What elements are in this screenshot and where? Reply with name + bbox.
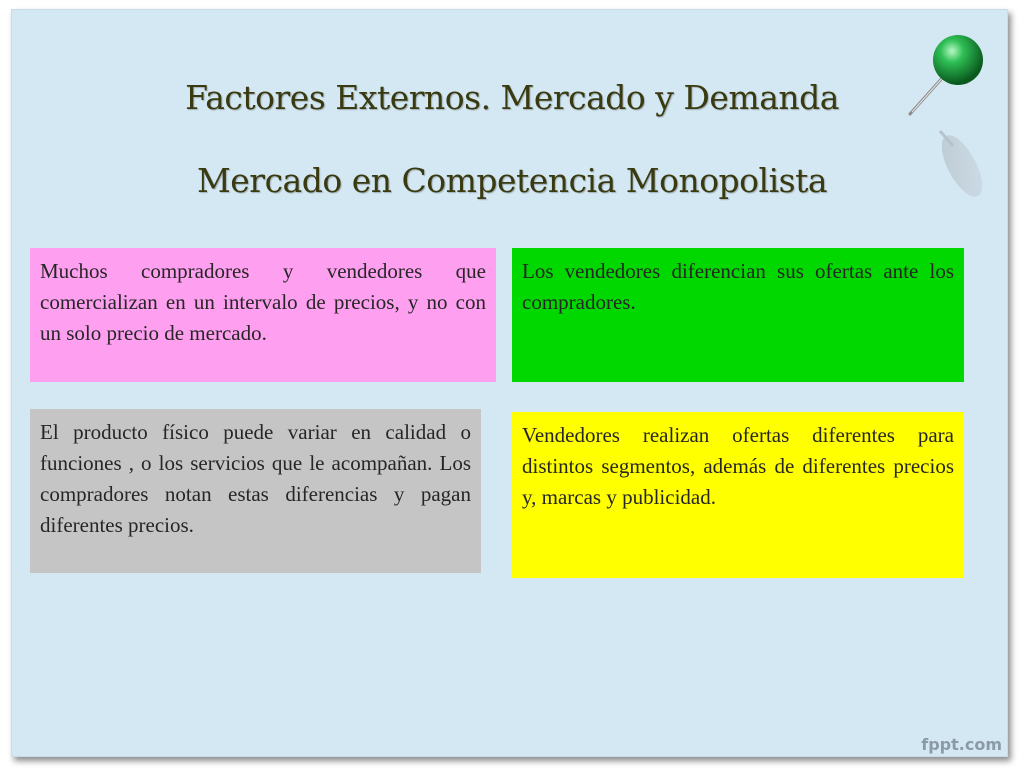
box-gray-text: El producto físico puede variar en calidad o funciones , o los servicios que le acompañan. Los compradores notan estas diferencias y pagan diferentes precios.	[40, 420, 471, 537]
box-segment-offers	[512, 412, 964, 578]
slide-subtitle: Mercado en Competencia Monopolista	[196, 161, 828, 200]
box-pink-text: Muchos compradores y vendedores que comercializan en un intervalo de precios, y no con un solo precio de mercado.	[40, 259, 486, 345]
footer-watermark: fppt.com	[921, 735, 1002, 754]
box-product-variation	[30, 409, 481, 573]
box-many-buyers-sellers	[30, 248, 496, 382]
box-yellow-text: Vendedores realizan ofertas diferentes para distintos segmentos, además de diferentes precios y, marcas y publicidad.	[522, 423, 954, 509]
slide-canvas	[11, 9, 1008, 757]
box-sellers-differentiate	[512, 248, 964, 382]
box-green-text: Los vendedores diferencian sus ofertas ante los compradores.	[522, 259, 954, 314]
slide-title: Factores Externos. Mercado y Demanda	[185, 78, 839, 117]
